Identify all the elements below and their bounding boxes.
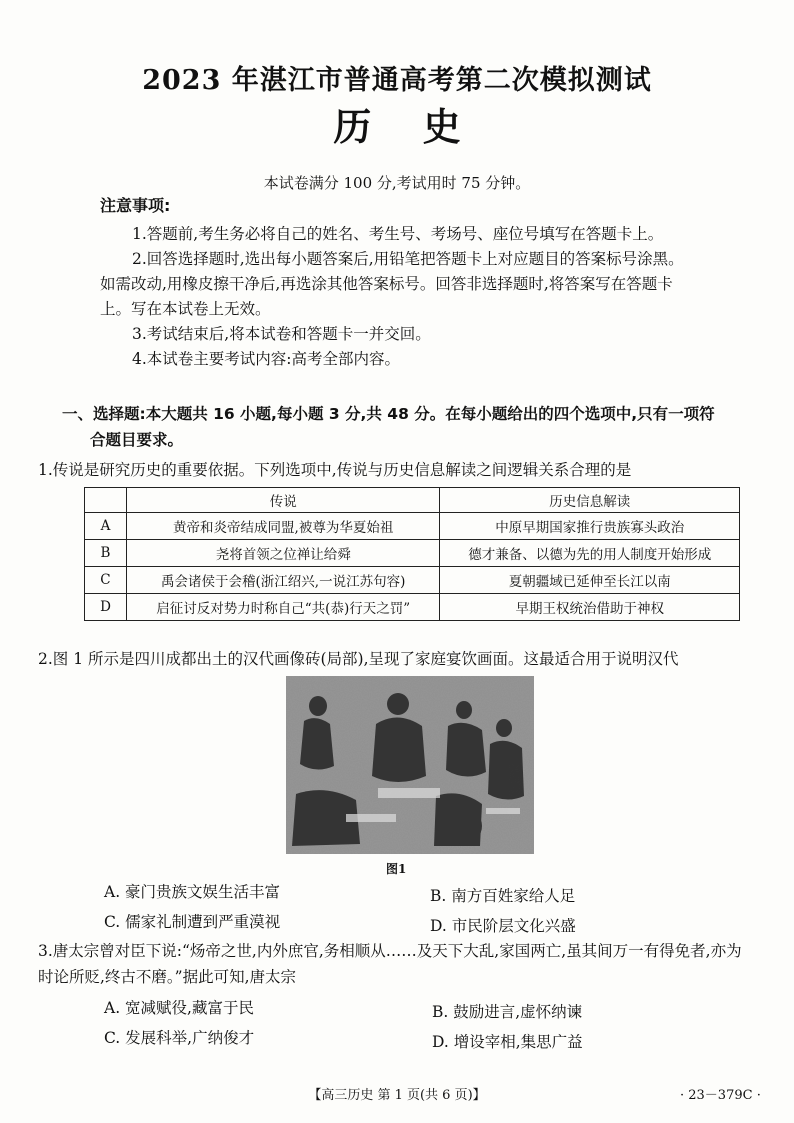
reading-cell: 早期王权统治借助于神权 xyxy=(440,594,740,621)
table-row xyxy=(85,540,740,567)
q2-option-d: D. 市民阶层文化兴盛 xyxy=(430,917,576,935)
notice-item-1: 1.答题前,考生务必将自己的姓名、考生号、考场号、座位号填写在答题卡上。 xyxy=(132,225,664,243)
exam-info: 本试卷满分 100 分,考试用时 75 分钟。 xyxy=(263,174,531,192)
q3-option-b: B. 鼓励进言,虚怀纳谏 xyxy=(432,1003,583,1021)
reading-cell: 夏朝疆域已延伸至长江以南 xyxy=(440,567,740,594)
notice-item-3: 3.考试结束后,将本试卷和答题卡一并交回。 xyxy=(132,325,431,343)
table-row xyxy=(85,594,740,621)
q2-option-b: B. 南方百姓家给人足 xyxy=(430,887,576,905)
option-key: C xyxy=(85,567,127,594)
q2-option-a: A. 豪门贵族文娱生活丰富 xyxy=(104,883,281,901)
section-heading-line-2: 合题目要求。 xyxy=(90,431,184,449)
reading-cell: 德才兼备、以德为先的用人制度开始形成 xyxy=(440,540,740,567)
notice-item-2: 2.回答选择题时,选出每小题答案后,用铅笔把答题卡上对应题目的答案标号涂黑。如需改动,用橡皮擦干净后,再选涂其他答案标号。回答非选择题时,将答案写在答题卡上。写在本试卷上无效。 xyxy=(100,250,684,318)
option-key: A xyxy=(85,513,127,540)
subject-char-1: 历 xyxy=(333,105,372,149)
table-header-key xyxy=(85,488,127,513)
table-header-row xyxy=(85,488,740,513)
subject-title xyxy=(0,96,794,151)
paper-code: · 23－379C · xyxy=(680,1088,761,1103)
legend-cell: 黄帝和炎帝结成同盟,被尊为华夏始祖 xyxy=(126,513,440,540)
question-2-stem: 2.图 1 所示是四川成都出土的汉代画像砖(局部),呈现了家庭宴饮画面。这最适合用于说明汉代 xyxy=(38,650,679,668)
question-1-table xyxy=(84,487,740,621)
reading-cell: 中原早期国家推行贵族寡头政治 xyxy=(440,513,740,540)
option-key: D xyxy=(85,594,127,621)
exam-title: 2023 年湛江市普通高考第二次模拟测试 xyxy=(142,65,652,96)
legend-cell: 尧将首领之位禅让给舜 xyxy=(126,540,440,567)
han-brick-relief-image xyxy=(286,676,534,854)
section-heading xyxy=(62,401,752,453)
q3-option-c: C. 发展科举,广纳俊才 xyxy=(104,1029,255,1047)
notice-item-4: 4.本试卷主要考试内容:高考全部内容。 xyxy=(132,350,401,368)
table-row xyxy=(85,567,740,594)
page-footer: 【高三历史 第 1 页(共 6 页)】 xyxy=(308,1088,486,1103)
table-header-reading: 历史信息解读 xyxy=(440,488,740,513)
option-key: B xyxy=(85,540,127,567)
q2-option-c: C. 儒家礼制遭到严重漠视 xyxy=(104,913,281,931)
legend-cell: 启征讨反对势力时称自己“共(恭)行天之罚” xyxy=(126,594,440,621)
table-row xyxy=(85,513,740,540)
table-header-legend: 传说 xyxy=(126,488,440,513)
section-heading-line-1: 一、选择题:本大题共 16 小题,每小题 3 分,共 48 分。在每小题给出的四个选项中,只有一项符 xyxy=(62,405,715,423)
figure-caption: 图1 xyxy=(386,862,407,876)
notice-heading: 注意事项: xyxy=(100,196,171,215)
question-1-stem: 1.传说是研究历史的重要依据。下列选项中,传说与历史信息解读之间逻辑关系合理的是 xyxy=(38,461,632,479)
subject-char-2: 史 xyxy=(422,105,461,149)
legend-cell: 禹会诸侯于会稽(浙江绍兴,一说江苏句容) xyxy=(126,567,440,594)
q3-option-a: A. 宽减赋役,藏富于民 xyxy=(104,999,254,1017)
question-3-stem: 3.唐太宗曾对臣下说:“炀帝之世,内外庶官,务相顺从……及天下大乱,家国两亡,虽其间万一有得免者,亦为时论所贬,终古不磨。”据此可知,唐太宗 xyxy=(38,942,742,986)
q3-option-d: D. 增设宰相,集思广益 xyxy=(432,1033,583,1051)
